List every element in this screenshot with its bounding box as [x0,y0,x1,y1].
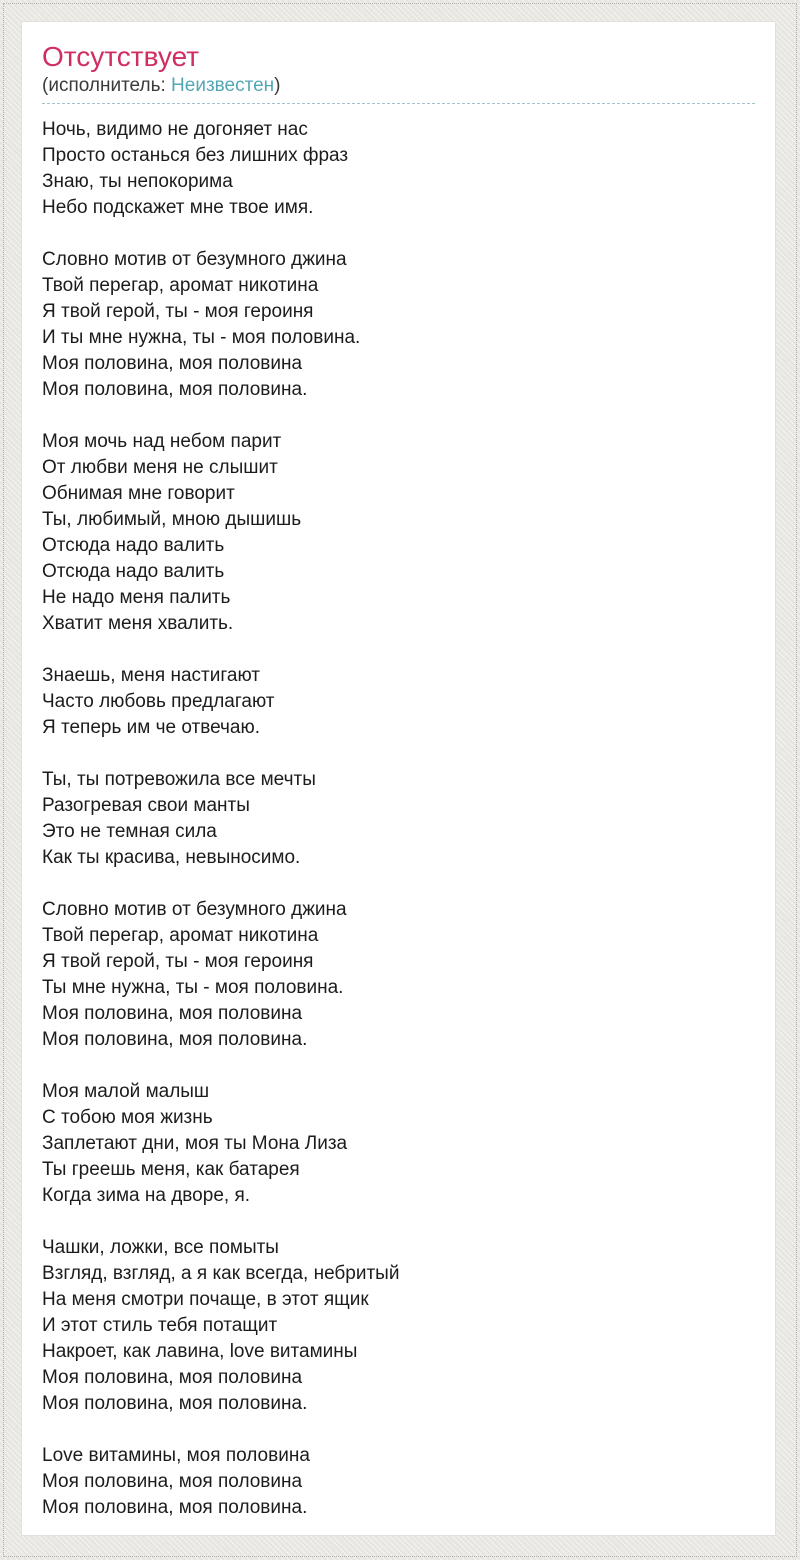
lyric-line: Моя малой малыш [42,1081,210,1102]
lyric-line: И ты мне нужна, ты - моя половина. [42,327,361,348]
lyric-line: Твой перегар, аромат никотина [42,925,319,946]
lyric-line: Знаю, ты непокорима [42,171,233,192]
stanza [42,897,755,1053]
artist-prefix-label: (исполнитель: [42,75,172,96]
lyric-line: С тобою моя жизнь [42,1107,213,1128]
artist-line [42,74,755,98]
lyric-line: Знаешь, меня настигают [42,665,260,686]
artist-suffix-label: ) [274,75,281,96]
song-title: Отсутствует [42,41,200,72]
lyric-line: Ты, любимый, мною дышишь [42,509,302,530]
lyric-line: Взгляд, взгляд, а я как всегда, небритый [42,1263,400,1284]
lyric-line: Это не темная сила [42,821,217,842]
stanza [42,767,755,871]
stanza [42,247,755,403]
lyric-line: Ты, ты потревожила все мечты [42,769,316,790]
lyrics-text [42,117,755,1521]
lyric-line: На меня смотри почаще, в этот ящик [42,1289,369,1310]
lyric-line: Не надо меня палить [42,587,231,608]
song-header [42,22,755,104]
lyric-line: И этот стиль тебя потащит [42,1315,278,1336]
lyric-line: Моя половина, моя половина [42,1471,303,1492]
lyric-line: Я твой герой, ты - моя героиня [42,301,314,322]
lyric-line: Чашки, ложки, все помыты [42,1237,279,1258]
lyric-line: Моя половина, моя половина. [42,1497,308,1518]
stanza [42,663,755,741]
lyric-line: От любви меня не слышит [42,457,278,478]
lyric-line: Love витамины, моя половина [42,1445,310,1466]
stanza [42,1443,755,1521]
lyric-line: Отсюда надо валить [42,561,225,582]
lyric-line: Моя половина, моя половина. [42,1029,308,1050]
lyric-line: Словно мотив от безумного джина [42,249,347,270]
lyric-line: Небо подскажет мне твое имя. [42,197,314,218]
lyric-line: Накроет, как лавина, love витамины [42,1341,358,1362]
lyric-line: Когда зима на дворе, я. [42,1185,251,1206]
lyric-line: Отсюда надо валить [42,535,225,556]
lyric-line: Заплетают дни, моя ты Мона Лиза [42,1133,348,1154]
lyric-line: Моя половина, моя половина [42,1367,303,1388]
lyric-line: Ты греешь меня, как батарея [42,1159,300,1180]
lyric-line: Моя половина, моя половина [42,1003,303,1024]
lyric-line: Я теперь им че отвечаю. [42,717,261,738]
artist-link[interactable]: Неизвестен [171,75,275,96]
lyric-line: Моя мочь над небом парит [42,431,282,452]
lyric-line: Часто любовь предлагают [42,691,275,712]
lyric-line: Как ты красива, невыносимо. [42,847,301,868]
lyric-line: Хватит меня хвалить. [42,613,234,634]
lyric-line: Моя половина, моя половина. [42,1393,308,1414]
lyric-line: Моя половина, моя половина [42,353,303,374]
lyric-line: Просто останься без лишних фраз [42,145,349,166]
lyric-line: Разогревая свои манты [42,795,250,816]
stanza [42,1235,755,1417]
stanza [42,429,755,637]
lyrics-panel [21,21,776,1536]
lyric-line: Обнимая мне говорит [42,483,235,504]
stanza [42,117,755,221]
lyric-line: Ночь, видимо не догоняет нас [42,119,308,140]
lyric-line: Я твой герой, ты - моя героиня [42,951,314,972]
stanza [42,1079,755,1209]
lyric-line: Твой перегар, аромат никотина [42,275,319,296]
lyric-line: Моя половина, моя половина. [42,379,308,400]
lyric-line: Словно мотив от безумного джина [42,899,347,920]
lyric-line: Ты мне нужна, ты - моя половина. [42,977,344,998]
